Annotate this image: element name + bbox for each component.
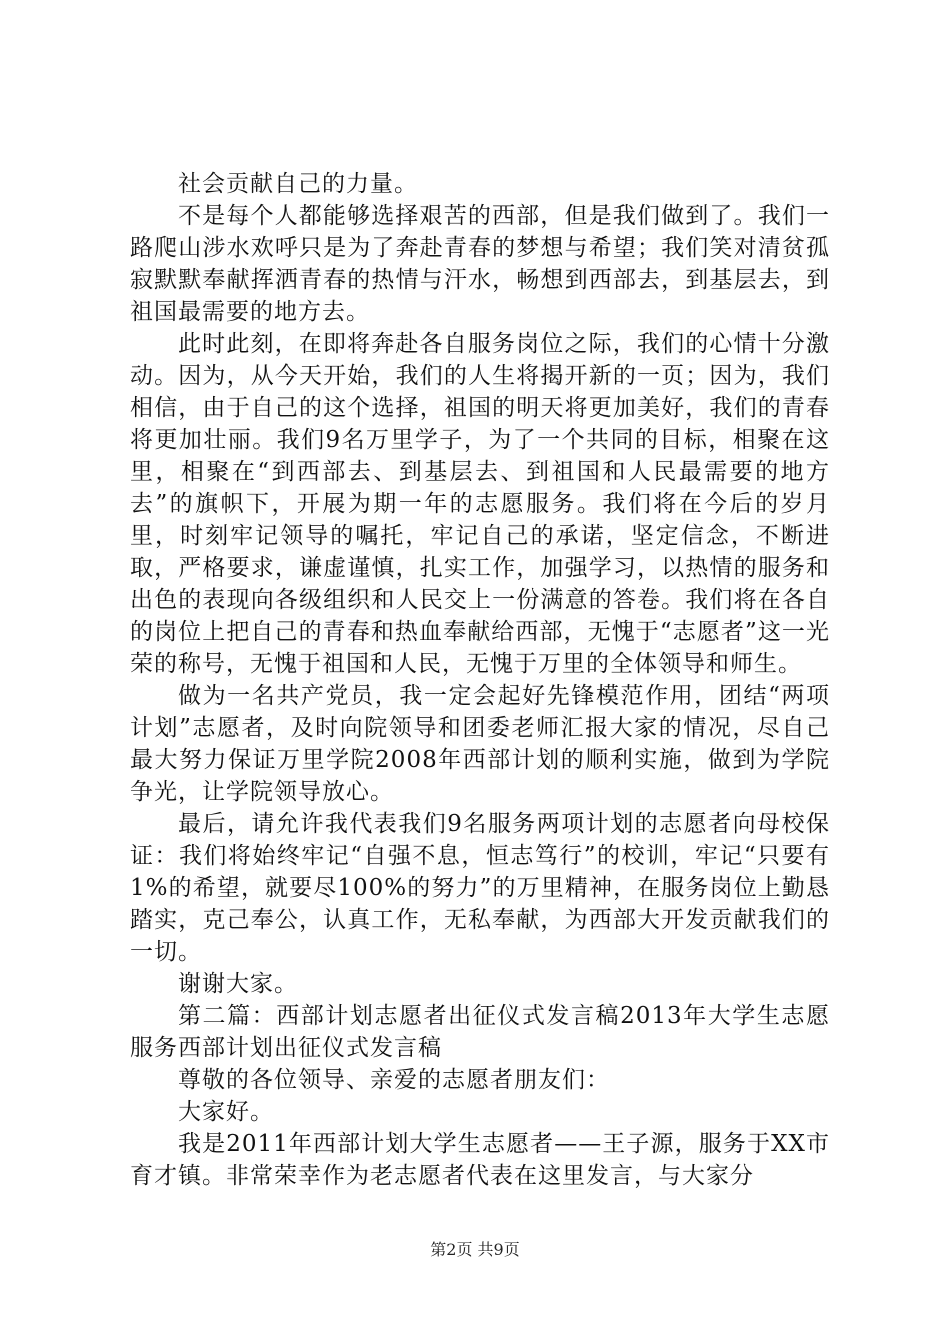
- salutation: 尊敬的各位领导、亲爱的志愿者朋友们：: [178, 1067, 610, 1093]
- paragraph: 做为一名共产党员，我一定会起好先锋模范作用，团结“两项计划”志愿者，及时向院领导和团委老师汇报大家的情况，尽自己最大努力保证万里学院2008年西部计划的顺利实施，做到为学院争光，让学院领导放心。: [130, 683, 830, 805]
- paragraph: 我是2011年西部计划大学生志愿者——王子源，服务于XX市育才镇。非常荣幸作为老志愿者代表在这里发言，与大家分: [130, 1131, 830, 1189]
- paragraph: 谢谢大家。: [178, 971, 298, 997]
- paragraph: 最后，请允许我代表我们9名服务两项计划的志愿者向母校保证：我们将始终牢记“自强不息，恒志笃行”的校训，牢记“只要有1%的希望，就要尽100%的努力”的万里精神，在服务岗位上勤恳踏实，克己奉公，认真工作，无私奉献，为西部大开发贡献我们的一切。: [130, 811, 830, 965]
- greeting: 大家好。: [178, 1099, 274, 1125]
- paragraph: 社会贡献自己的力量。: [178, 171, 418, 197]
- section-heading: 第二篇：西部计划志愿者出征仪式发言稿2013年大学生志愿服务西部计划出征仪式发言稿: [130, 1003, 830, 1061]
- page-number: 第2页 共9页: [430, 1240, 520, 1259]
- paragraph: 不是每个人都能够选择艰苦的西部，但是我们做到了。我们一路爬山涉水欢呼只是为了奔赴青春的梦想与希望；我们笑对清贫孤寂默默奉献挥洒青春的热情与汗水，畅想到西部去，到基层去，到祖国最需要的地方去。: [130, 203, 830, 325]
- paragraph: 此时此刻，在即将奔赴各自服务岗位之际，我们的心情十分激动。因为，从今天开始，我们的人生将揭开新的一页；因为，我们相信，由于自己的这个选择，祖国的明天将更加美好，我们的青春将更加壮丽。我们9名万里学子，为了一个共同的目标，相聚在这里，相聚在“到西部去、到基层去、到祖国和人民最需要的地方去”的旗帜下，开展为期一年的志愿服务。我们将在今后的岁月里，时刻牢记领导的嘱托，牢记自己的承诺，坚定信念，不断进取，严格要求，谦虚谨慎，扎实工作，加强学习，以热情的服务和出色的表现向各级组织和人民交上一份满意的答卷。我们将在各自的岗位上把自己的青春和热血奉献给西部，无愧于“志愿者”这一光荣的称号，无愧于祖国和人民，无愧于万里的全体领导和师生。: [130, 331, 830, 677]
- document-body: [130, 168, 830, 1192]
